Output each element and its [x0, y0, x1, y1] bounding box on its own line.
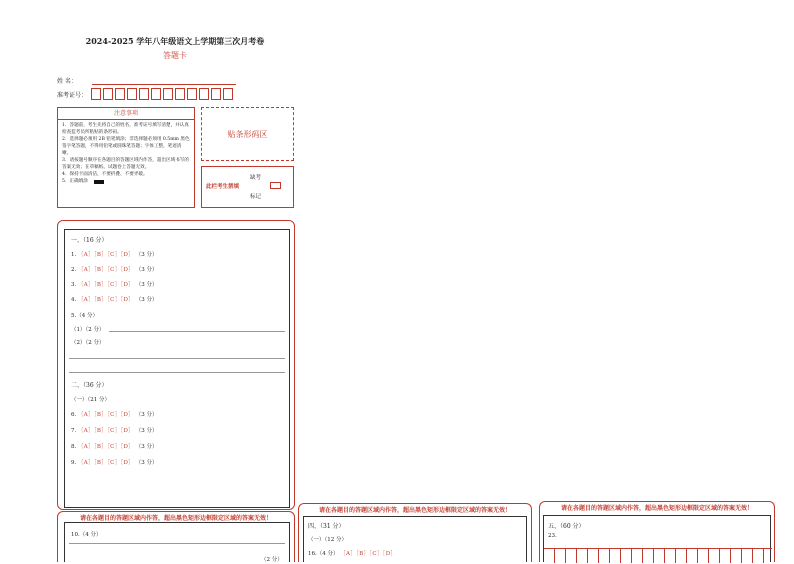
question-row[interactable]: 2. ［A］［B］［C］［D］ （3 分）: [71, 267, 158, 273]
note-item: 2．选择题必须用 2B 铅笔填涂；非选择题必须用 0.5mm 黑色签字笔答题，不得用铅笔或圆珠笔答题；字体工整，笔迹清晰。: [62, 137, 190, 156]
answer-line[interactable]: [69, 358, 285, 359]
section-4-sub-title: （一）（12 分）: [308, 537, 347, 543]
exam-id-boxes[interactable]: [91, 88, 238, 100]
question-row[interactable]: 6. ［A］［B］［C］［D］ （3 分）: [71, 412, 158, 418]
absent-label-top: 缺考: [250, 175, 262, 181]
question-23-label: 23.: [548, 533, 557, 539]
note-item: 4．保持卡面清洁，不要折叠、不要弄破。: [62, 172, 148, 177]
notes-title: 注意事项: [58, 108, 194, 120]
question-5-2-label: （2）（2 分）: [71, 340, 105, 346]
warning-text: 请在各题目的答题区域内作答，超出黑色矩形边框限定区域的答案无效！: [79, 515, 272, 522]
exam-title: 2024-2025 学年八年级语文上学期第三次月考卷: [85, 36, 265, 46]
notes-box: [57, 107, 195, 208]
section-2-title: 二、（36 分）: [71, 382, 108, 389]
answer-area-bottom-3: [543, 515, 771, 562]
question-5-1-label: （1）（2 分）: [71, 327, 105, 333]
filled-sample-icon: [94, 180, 104, 184]
question-row[interactable]: 9. ［A］［B］［C］［D］ （3 分）: [71, 460, 158, 466]
absent-mark-box: [201, 166, 294, 208]
answer-area-bottom-1: [64, 522, 290, 562]
answer-sheet-subtitle: 答题卡: [163, 51, 187, 60]
question-10-score: （2 分）: [261, 557, 283, 563]
question-10-label: 10.（4 分）: [71, 532, 102, 538]
answer-line[interactable]: [69, 543, 285, 544]
question-row[interactable]: 7. ［A］［B］［C］［D］ （3 分）: [71, 428, 158, 434]
question-row[interactable]: 3. ［A］［B］［C］［D］ （3 分）: [71, 282, 158, 288]
answer-line[interactable]: [109, 331, 285, 332]
section-2-sub-title: （一）（21 分）: [71, 397, 110, 403]
question-row[interactable]: 8. ［A］［B］［C］［D］ （3 分）: [71, 444, 158, 450]
note-item: 5．正确填涂: [62, 179, 88, 184]
question-5-label: 5.（4 分）: [71, 313, 98, 319]
exam-id-label: 准考证号：: [57, 92, 88, 99]
question-row[interactable]: 1. ［A］［B］［C］［D］ （3 分）: [71, 252, 158, 258]
name-field[interactable]: [92, 84, 236, 85]
question-row[interactable]: 4. ［A］［B］［C］［D］ （3 分）: [71, 297, 158, 303]
name-label: 姓 名：: [57, 78, 77, 85]
absent-prefix: 此栏考生禁填: [206, 184, 240, 190]
note-item: 1．答题前，考生先将自己的姓名，准考证号填写清楚，并认真检查监考员所粘贴的条形码。: [62, 123, 189, 135]
barcode-area: 贴条形码区: [201, 107, 294, 161]
absent-checkbox[interactable]: [270, 182, 281, 189]
section-4-title: 四、（31 分）: [308, 523, 345, 530]
question-row[interactable]: 16.（4 分） ［A］［B］［C］［D］: [308, 551, 397, 557]
warning-text: 请在各题目的答题区域内作答，超出黑色矩形边框限定区域的答案无效！: [318, 507, 511, 514]
section-1-title: 一、（16 分）: [71, 237, 108, 244]
answer-area-main: [64, 229, 290, 508]
answer-line[interactable]: [69, 372, 285, 373]
note-item: 3．请按题号顺序在各题目的答题区域内作答，超出区域书写的答案无效；在草稿纸、试题卷上答题无效。: [62, 158, 189, 170]
warning-text: 请在各题目的答题区域内作答，超出黑色矩形边框限定区域的答案无效！: [560, 505, 753, 512]
absent-label-bottom: 标记: [250, 194, 262, 200]
section-5-title: 五、（60 分）: [548, 523, 585, 530]
answer-area-bottom-2: [303, 516, 527, 562]
